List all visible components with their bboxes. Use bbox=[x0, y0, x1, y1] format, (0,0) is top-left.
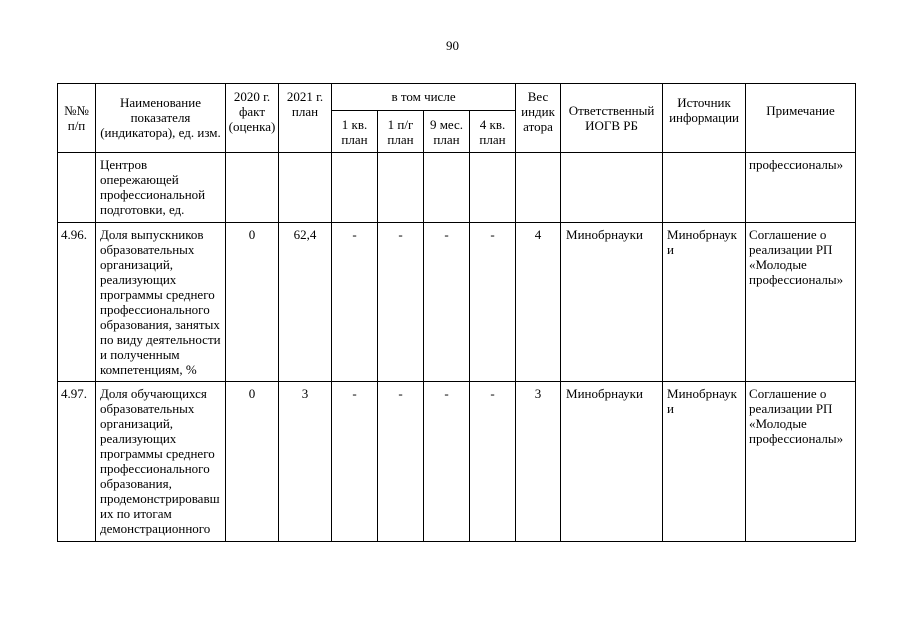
table-header-row bbox=[58, 84, 856, 111]
header-2021-plan: 2021 г. план bbox=[279, 84, 332, 153]
cell-h1-plan: - bbox=[378, 382, 424, 542]
cell-responsible bbox=[561, 153, 663, 223]
header-note: Примечание bbox=[746, 84, 856, 153]
table-row bbox=[58, 223, 856, 382]
cell-2020-fact bbox=[226, 153, 279, 223]
indicators-table bbox=[57, 83, 856, 542]
cell-weight: 4 bbox=[516, 223, 561, 382]
cell-indicator-name: Доля выпускников образовательных организаций, реализующих программы среднего профессионального образования, занятых по виду деятельности и полученным компетенциям, % bbox=[96, 223, 226, 382]
cell-note: Соглашение о реализации РП «Молодые профессионалы» bbox=[746, 382, 856, 542]
table-body bbox=[58, 153, 856, 542]
cell-2021-plan: 62,4 bbox=[279, 223, 332, 382]
cell-h1-plan bbox=[378, 153, 424, 223]
cell-9m-plan bbox=[424, 153, 470, 223]
cell-indicator-name: Доля обучающихся образовательных организаций, реализующих программы среднего профессионального образования, продемонстрировавш их по итогам демонстрационного bbox=[96, 382, 226, 542]
header-q1-plan: 1 кв. план bbox=[332, 111, 378, 153]
cell-q1-plan: - bbox=[332, 382, 378, 542]
cell-q1-plan: - bbox=[332, 223, 378, 382]
header-number: №№ п/п bbox=[58, 84, 96, 153]
header-weight: Вес индик атора bbox=[516, 84, 561, 153]
table-row bbox=[58, 153, 856, 223]
cell-q4-plan: - bbox=[470, 382, 516, 542]
cell-weight bbox=[516, 153, 561, 223]
cell-source: Минобрнаук и bbox=[663, 223, 746, 382]
cell-h1-plan: - bbox=[378, 223, 424, 382]
cell-source: Минобрнаук и bbox=[663, 382, 746, 542]
cell-responsible: Минобрнауки bbox=[561, 223, 663, 382]
page-number: 90 bbox=[446, 38, 459, 53]
cell-q1-plan bbox=[332, 153, 378, 223]
header-q4-plan: 4 кв. план bbox=[470, 111, 516, 153]
cell-2020-fact: 0 bbox=[226, 223, 279, 382]
cell-number bbox=[58, 153, 96, 223]
table-row bbox=[58, 382, 856, 542]
cell-2021-plan bbox=[279, 153, 332, 223]
cell-2021-plan: 3 bbox=[279, 382, 332, 542]
header-h1-plan: 1 п/г план bbox=[378, 111, 424, 153]
cell-source bbox=[663, 153, 746, 223]
cell-indicator-name: Центров опережающей профессиональной подготовки, ед. bbox=[96, 153, 226, 223]
header-source: Источник информации bbox=[663, 84, 746, 153]
header-including: в том числе bbox=[332, 84, 516, 111]
header-2020-fact: 2020 г. факт (оценка) bbox=[226, 84, 279, 153]
cell-2020-fact: 0 bbox=[226, 382, 279, 542]
cell-note: профессионалы» bbox=[746, 153, 856, 223]
cell-responsible: Минобрнауки bbox=[561, 382, 663, 542]
cell-9m-plan: - bbox=[424, 382, 470, 542]
header-indicator-name: Наименование показателя (индикатора), ед. изм. bbox=[96, 84, 226, 153]
cell-q4-plan bbox=[470, 153, 516, 223]
cell-note: Соглашение о реализации РП «Молодые профессионалы» bbox=[746, 223, 856, 382]
table-header bbox=[58, 84, 856, 153]
header-responsible: Ответственный ИОГВ РБ bbox=[561, 84, 663, 153]
cell-weight: 3 bbox=[516, 382, 561, 542]
header-9m-plan: 9 мес. план bbox=[424, 111, 470, 153]
cell-q4-plan: - bbox=[470, 223, 516, 382]
cell-number: 4.96. bbox=[58, 223, 96, 382]
cell-9m-plan: - bbox=[424, 223, 470, 382]
cell-number: 4.97. bbox=[58, 382, 96, 542]
